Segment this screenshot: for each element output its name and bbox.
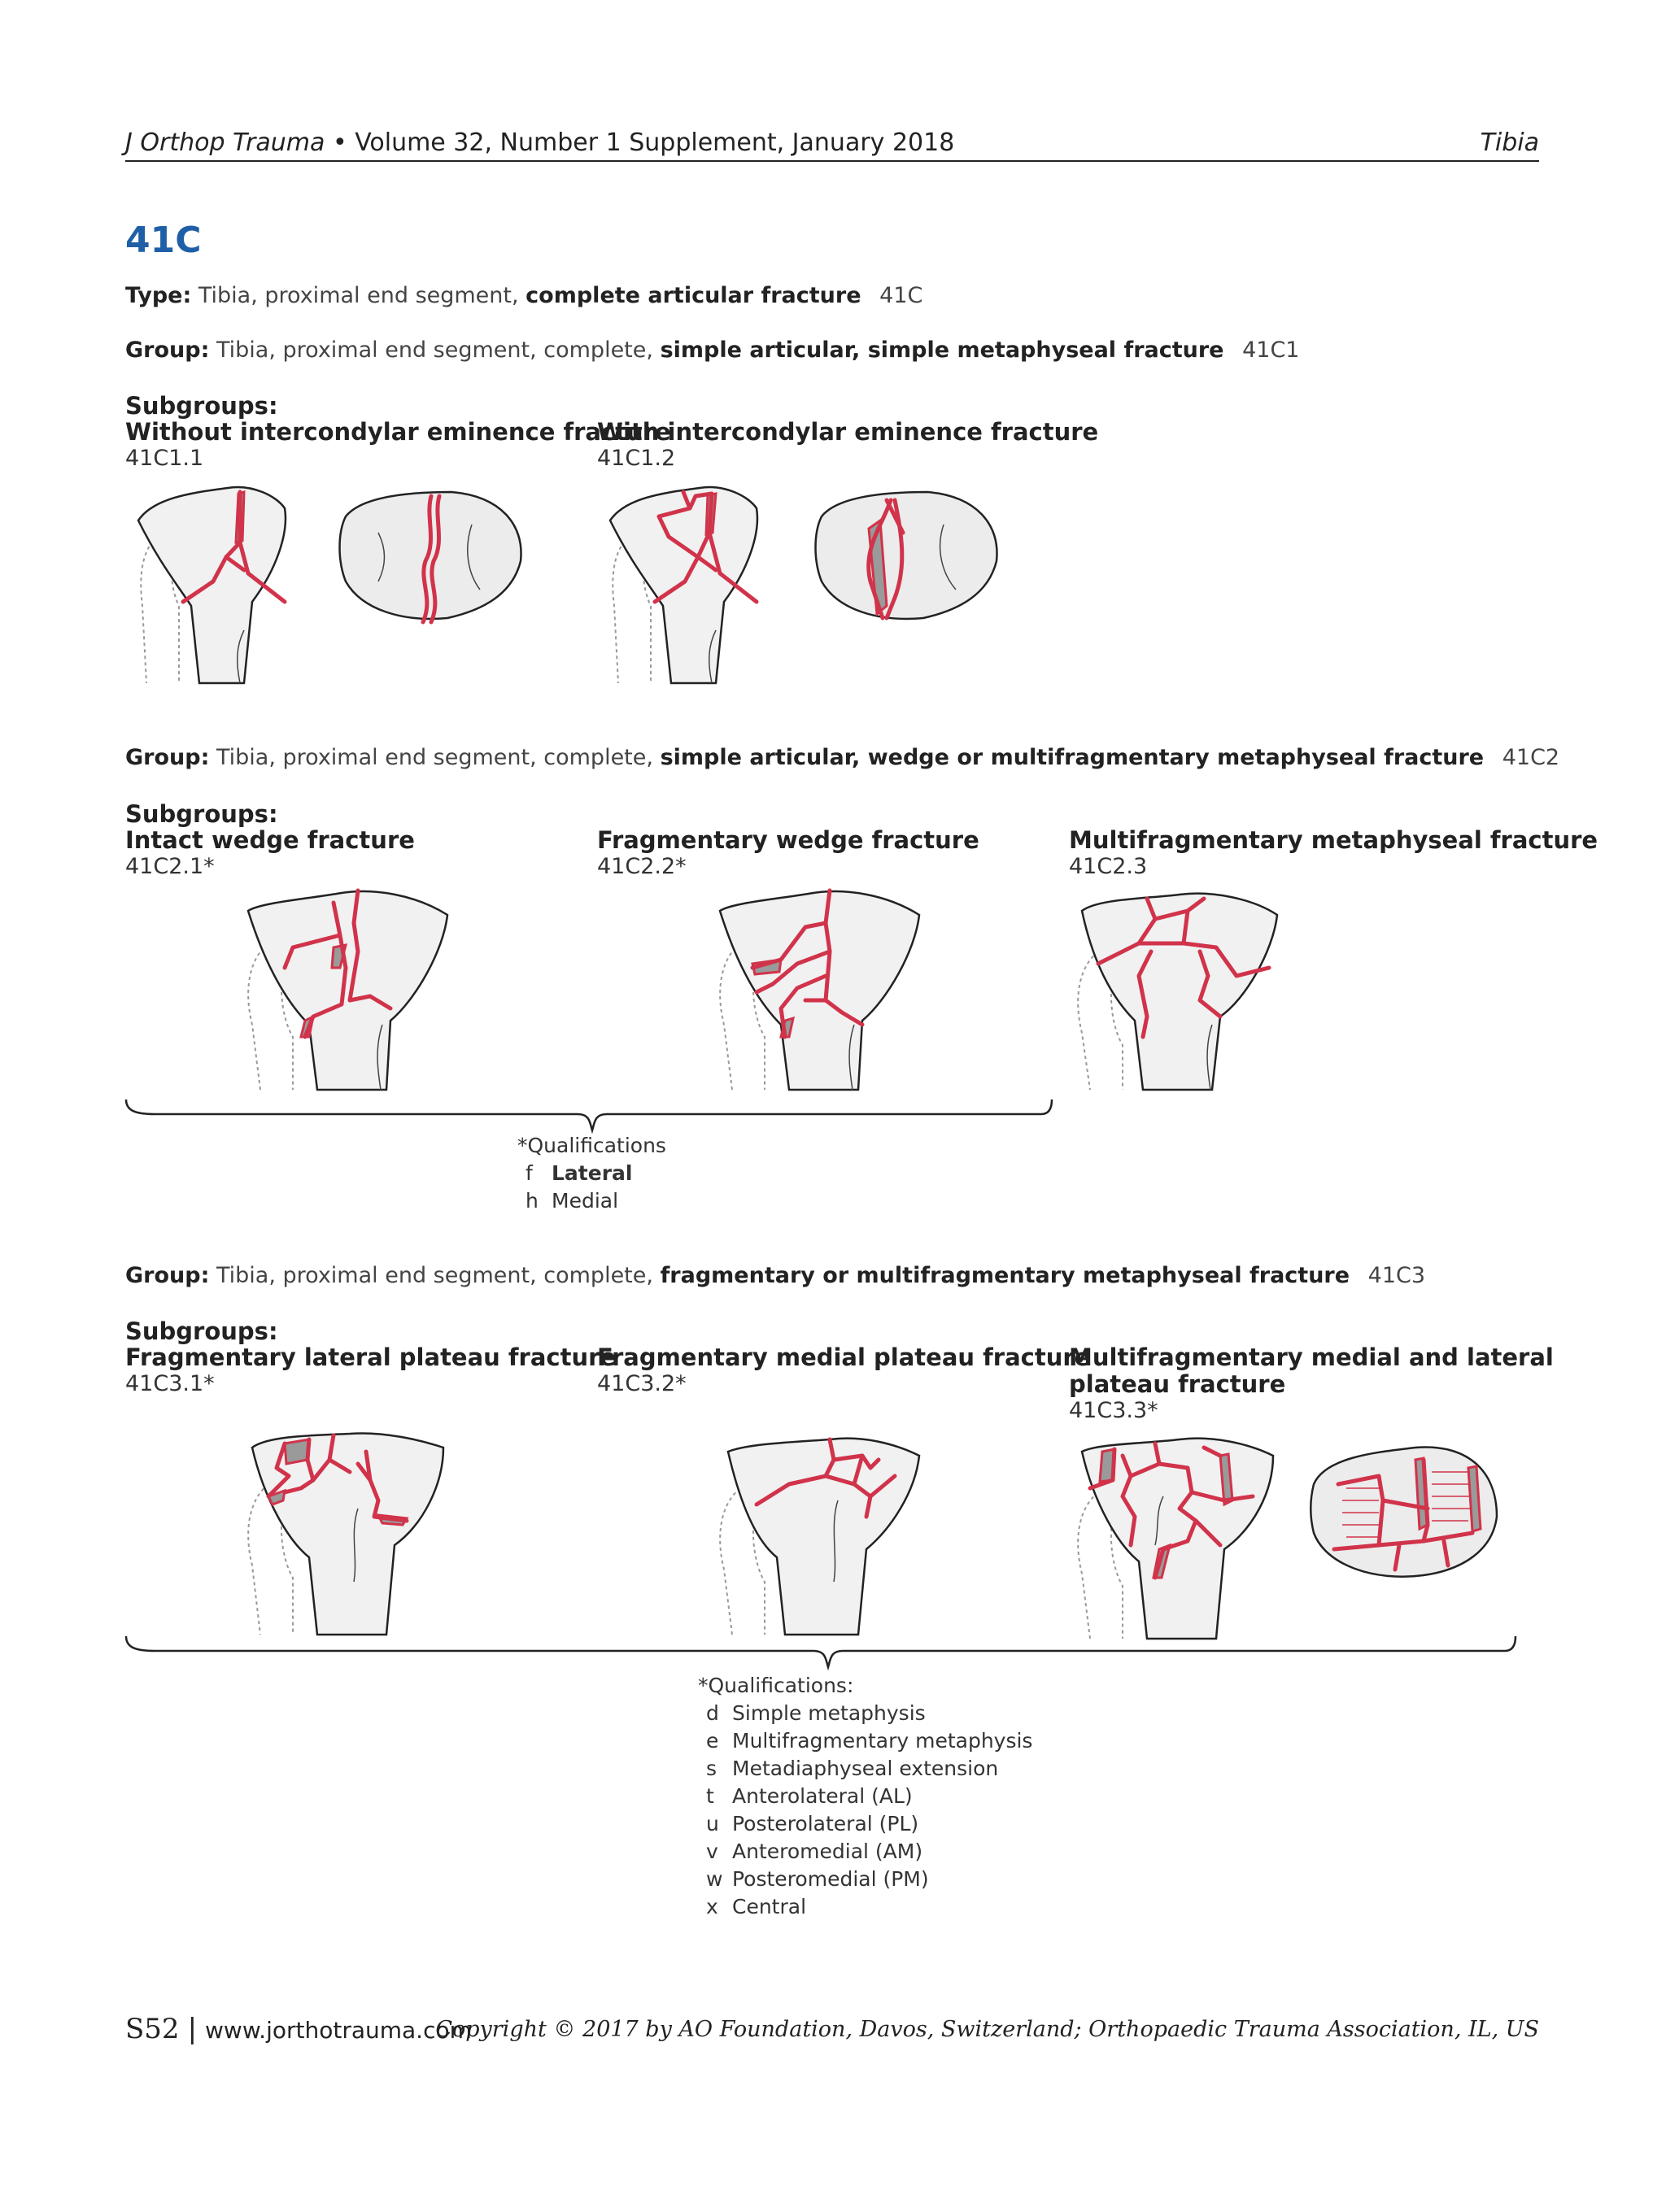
- type-text: Tibia, proximal end segment,: [198, 283, 519, 308]
- type-line: [125, 283, 922, 308]
- type-code: 41C: [879, 283, 923, 308]
- section-name: Tibia: [1480, 128, 1539, 157]
- subgroup-code: 41C3.1*: [125, 1371, 215, 1396]
- journal-url: www.jorthotrauma.com: [205, 2017, 472, 2044]
- subgroup-41c3-1: [125, 1344, 616, 1396]
- qualification-item: s Metadiaphyseal extension: [706, 1757, 999, 1780]
- subgroup-name: Fragmentary medial plateau fracture: [597, 1343, 1091, 1371]
- qualifications-title: *Qualifications: [517, 1134, 666, 1157]
- qualification-item: v Anteromedial (AM): [706, 1840, 923, 1863]
- tibia-41c3-2-illustration: [708, 1427, 927, 1643]
- group-text: Tibia, proximal end segment, complete,: [216, 1263, 653, 1288]
- footer-separator: |: [187, 2013, 198, 2045]
- subgroup-code: 41C2.3: [1069, 854, 1148, 879]
- subgroup-41c3-2: [597, 1344, 1090, 1396]
- tibia-41c2-3-illustration: [1066, 886, 1285, 1098]
- page-footer: [125, 2013, 472, 2045]
- subgroup-name-line2: plateau fracture: [1069, 1370, 1286, 1398]
- subgroup-name: Fragmentary lateral plateau fracture: [125, 1343, 617, 1371]
- subgroup-name: Multifragmentary metaphyseal fracture: [1069, 826, 1598, 854]
- header-bullet: •: [332, 128, 347, 157]
- subgroup-name: Fragmentary wedge fracture: [597, 826, 979, 854]
- subgroups-heading: Subgroups:: [125, 800, 278, 828]
- qualification-item: d Simple metaphysis: [706, 1701, 926, 1725]
- group-line-41c1: [125, 337, 1299, 363]
- subgroup-code: 41C3.2*: [597, 1371, 687, 1396]
- tibia-41c3-1-illustration: [236, 1427, 456, 1643]
- qualification-item: f Lateral: [526, 1161, 633, 1185]
- tibia-41c3-3-ap-illustration: [1066, 1431, 1285, 1647]
- tibia-41c2-1-illustration: [236, 886, 456, 1098]
- group-line-41c3: [125, 1263, 1425, 1288]
- type-label: Type:: [125, 283, 192, 308]
- subgroup-name: Without intercondylar eminence fracture: [125, 418, 671, 446]
- subgroups-heading: Subgroups:: [125, 392, 278, 420]
- tibia-41c3-3-axial-illustration: [1302, 1435, 1505, 1598]
- group-text: Tibia, proximal end segment, complete,: [216, 745, 653, 770]
- subgroup-code: 41C3.3*: [1069, 1398, 1158, 1423]
- tibia-41c1-2-axial-illustration: [805, 484, 1009, 638]
- group-bold: fragmentary or multifragmentary metaphyseal fracture: [660, 1263, 1350, 1288]
- type-bold: complete articular fracture: [526, 283, 861, 308]
- group-text: Tibia, proximal end segment, complete,: [216, 337, 653, 363]
- subgroup-41c3-3: [1069, 1344, 1554, 1423]
- qualification-item: e Multifragmentary metaphysis: [706, 1729, 1033, 1753]
- subgroup-code: 41C1.2: [597, 446, 676, 471]
- group-line-41c2: [125, 745, 1559, 770]
- journal-name: J Orthop Trauma: [125, 128, 325, 157]
- tibia-41c1-1-axial-illustration: [329, 484, 533, 638]
- qualification-item: t Anterolateral (AL): [706, 1784, 913, 1808]
- qualifications-title: *Qualifications:: [698, 1674, 854, 1697]
- subgroup-name: With intercondylar eminence fracture: [597, 418, 1099, 446]
- subgroups-heading: Subgroups:: [125, 1317, 278, 1345]
- qualification-item: w Posteromedial (PM): [706, 1867, 929, 1891]
- group-label: Group:: [125, 337, 210, 363]
- group-label: Group:: [125, 745, 210, 770]
- subgroup-code: 41C1.1: [125, 446, 204, 471]
- tibia-41c1-1-ap-illustration: [122, 484, 301, 687]
- subgroup-name-line1: Multifragmentary medial and lateral: [1069, 1343, 1554, 1371]
- group-code: 41C1: [1242, 337, 1300, 363]
- qualifications-41c2: [517, 1132, 666, 1215]
- qualification-item: u Posterolateral (PL): [706, 1812, 919, 1835]
- subgroup-41c1-2: [597, 419, 1098, 471]
- subgroup-41c2-1: [125, 827, 415, 879]
- group-bold: simple articular, wedge or multifragmentary metaphyseal fracture: [660, 745, 1485, 770]
- qualification-item: h Medial: [526, 1189, 619, 1213]
- page-number: S52: [125, 2013, 180, 2045]
- qualification-item: x Central: [706, 1895, 807, 1918]
- running-header: [125, 128, 954, 157]
- header-divider: [125, 160, 1539, 162]
- subgroup-41c2-2: [597, 827, 979, 879]
- subgroup-41c2-3: [1069, 827, 1598, 879]
- subgroup-code: 41C2.2*: [597, 854, 687, 879]
- page-title: 41C: [125, 220, 202, 261]
- group-code: 41C3: [1367, 1263, 1426, 1288]
- tibia-41c2-2-illustration: [708, 886, 927, 1098]
- subgroup-41c1-1: [125, 419, 671, 471]
- group-label: Group:: [125, 1263, 210, 1288]
- copyright-notice: Copyright © 2017 by AO Foundation, Davos, Switzerland; Orthopaedic Trauma Association, IL, US: [435, 2017, 1539, 2042]
- subgroup-code: 41C2.1*: [125, 854, 215, 879]
- tibia-41c1-2-ap-illustration: [594, 484, 773, 687]
- subgroup-name: Intact wedge fracture: [125, 826, 415, 854]
- journal-issue: Volume 32, Number 1 Supplement, January 2018: [355, 128, 955, 157]
- group-bold: simple articular, simple metaphyseal fracture: [660, 337, 1224, 363]
- group-code: 41C2: [1502, 745, 1560, 770]
- qualifications-41c3: [698, 1672, 1032, 1921]
